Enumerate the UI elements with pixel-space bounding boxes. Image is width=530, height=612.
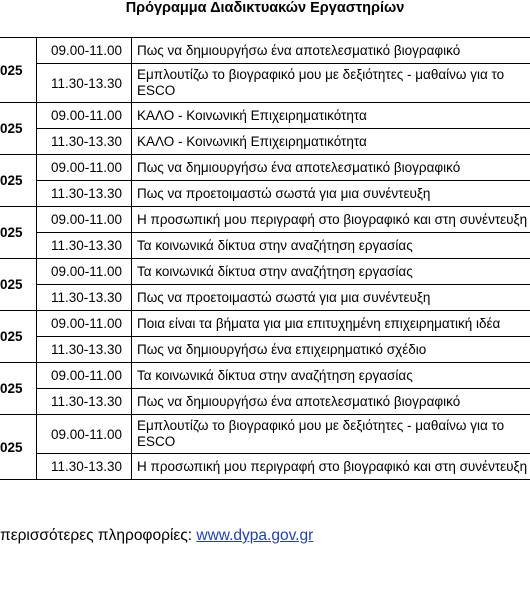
- time-cell: 09.00-11.00: [37, 103, 132, 129]
- table-row: [0, 337, 530, 363]
- date-cell: 025: [0, 259, 37, 311]
- topic-cell: Τα κοινωνικά δίκτυα στην αναζήτηση εργασίας: [132, 233, 530, 259]
- table-row: [0, 233, 530, 259]
- topic-cell: ΚΑΛΟ - Κοινωνική Επιχειρηματικότητα: [132, 129, 530, 155]
- topic-cell: Πως να δημιουργήσω ένα αποτελεσματικό βιογραφικό: [132, 389, 530, 415]
- date-cell: 025: [0, 363, 37, 415]
- topic-cell: Πως να προετοιμαστώ σωστά για μια συνέντευξη: [132, 285, 530, 311]
- time-cell: 11.30-13.30: [37, 233, 132, 259]
- time-cell: 09.00-11.00: [37, 311, 132, 337]
- topic-cell: ΚΑΛΟ - Κοινωνική Επιχειρηματικότητα: [132, 103, 530, 129]
- more-info-line: [0, 527, 313, 545]
- time-cell: 11.30-13.30: [37, 129, 132, 155]
- time-cell: 09.00-11.00: [37, 363, 132, 389]
- more-info-label: περισσότερες πληροφορίες:: [0, 527, 197, 544]
- time-cell: 09.00-11.00: [37, 155, 132, 181]
- date-cell: 025: [0, 103, 37, 155]
- time-cell: 09.00-11.00: [37, 415, 132, 454]
- table-row: [0, 129, 530, 155]
- topic-cell: Τα κοινωνικά δίκτυα στην αναζήτηση εργασίας: [132, 363, 530, 389]
- document-title: Πρόγραμμα Διαδικτυακών Εργαστηρίων: [125, 0, 405, 16]
- time-cell: 11.30-13.30: [37, 285, 132, 311]
- time-cell: 11.30-13.30: [37, 389, 132, 415]
- topic-cell: Πως να προετοιμαστώ σωστά για μια συνέντευξη: [132, 181, 530, 207]
- table-row: [0, 363, 530, 389]
- topic-cell: Η προσωπική μου περιγραφή στο βιογραφικό και στη συνέντευξη: [132, 454, 530, 480]
- table-row: [0, 181, 530, 207]
- table-row: [0, 155, 530, 181]
- table-row: [0, 454, 530, 480]
- table-row: [0, 415, 530, 454]
- table-row: [0, 64, 530, 103]
- topic-cell: Πως να δημιουργήσω ένα επιχειρηματικό σχέδιο: [132, 337, 530, 363]
- topic-text: Εμπλουτίζω το βιογραφικό μου με δεξιότητες - μαθαίνω για το ESCO: [137, 418, 505, 449]
- time-cell: 11.30-13.30: [37, 181, 132, 207]
- time-cell: 09.00-11.00: [37, 259, 132, 285]
- topic-cell: Η προσωπική μου περιγραφή στο βιογραφικό και στη συνέντευξη: [132, 207, 530, 233]
- dypa-website-link[interactable]: www.dypa.gov.gr: [196, 527, 314, 544]
- topic-cell: Πως να δημιουργήσω ένα αποτελεσματικό βιογραφικό: [132, 155, 530, 181]
- time-cell: 11.30-13.30: [37, 454, 132, 480]
- topic-cell: [132, 415, 530, 454]
- topic-cell: Τα κοινωνικά δίκτυα στην αναζήτηση εργασίας: [132, 259, 530, 285]
- date-cell: 025: [0, 415, 37, 480]
- date-cell: 025: [0, 207, 37, 259]
- date-cell: 025: [0, 155, 37, 207]
- date-cell: 025: [0, 38, 37, 103]
- table-row: [0, 259, 530, 285]
- table-row: [0, 207, 530, 233]
- table-row: [0, 311, 530, 337]
- topic-text: Εμπλουτίζω το βιογραφικό μου με δεξιότητες - μαθαίνω για το ESCO: [137, 67, 505, 98]
- time-cell: 09.00-11.00: [37, 207, 132, 233]
- topic-cell: Ποια είναι τα βήματα για μια επιτυχημένη επιχειρηματική ιδέα: [132, 311, 530, 337]
- table-row: [0, 38, 530, 64]
- time-cell: 09.00-11.00: [37, 38, 132, 64]
- time-cell: 11.30-13.30: [37, 64, 132, 103]
- time-cell: 11.30-13.30: [37, 337, 132, 363]
- table-row: [0, 285, 530, 311]
- workshop-schedule-table: [0, 37, 530, 480]
- table-row: [0, 389, 530, 415]
- table-row: [0, 103, 530, 129]
- topic-cell: Πως να δημιουργήσω ένα αποτελεσματικό βιογραφικό: [132, 38, 530, 64]
- topic-cell: [132, 64, 530, 103]
- date-cell: 025: [0, 311, 37, 363]
